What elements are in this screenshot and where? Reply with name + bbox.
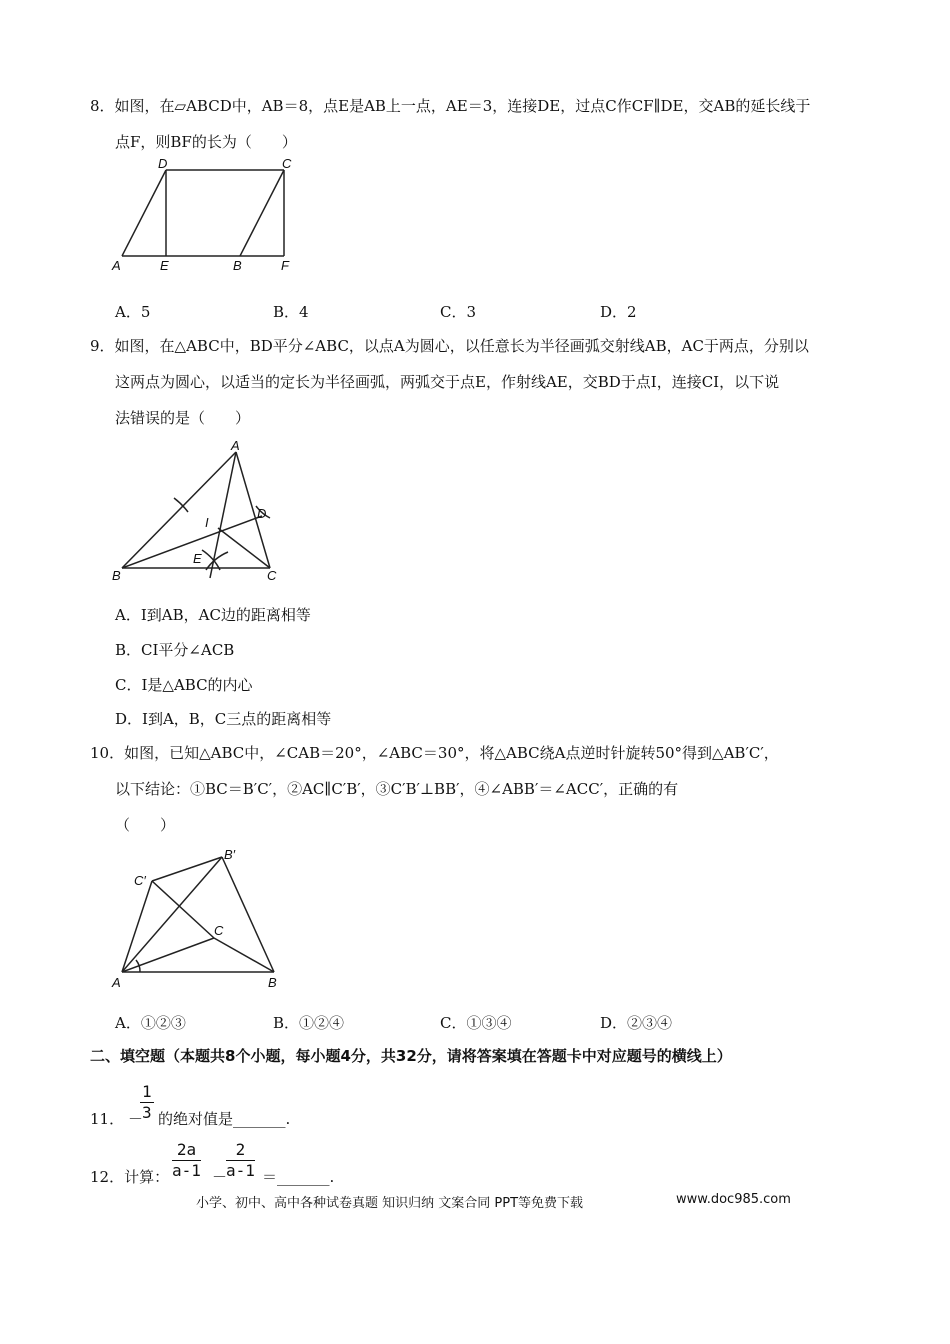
footer-text: 小学、初中、高中各种试卷真题 知识归纳 文案合同 PPT等免费下载 <box>196 1196 584 1211</box>
q12-minus: － <box>212 1168 228 1186</box>
q8-text-line1: 8．如图，在▱ABCD中，AB＝8，点E是AB上一点，AE＝3，连接DE，过点C作CF∥DE，交AB的延长线于 <box>90 97 811 115</box>
q11-denominator: 3 <box>142 1103 152 1122</box>
footer-url[interactable]: www.doc985.com <box>676 1192 791 1207</box>
q9-text-line3: 法错误的是（ ） <box>115 409 251 427</box>
q9-text-line2: 这两点为圆心，以适当的定长为半径画弧，两弧交于点E，作射线AE，交BD于点I，连接CI，以下说 <box>115 373 780 391</box>
q11-numerator: 1 <box>142 1082 152 1101</box>
q9-label-a: A <box>231 438 240 453</box>
q8-parallelogram-figure <box>110 156 310 275</box>
q10-label-b-prime: B′ <box>224 847 236 862</box>
q8-label-b: B <box>233 258 242 273</box>
q9-option-c[interactable]: C．I是△ABC的内心 <box>115 676 253 694</box>
q11-number: 11． <box>90 1110 125 1128</box>
q10-text-line2: 以下结论：①BC＝B′C′，②AC∥C′B′，③C′B′⊥BB′，④∠ABB′＝∠ACC′，正确的有 <box>115 780 679 798</box>
q9-option-d[interactable]: D．I到A，B，C三点的距离相等 <box>115 710 332 728</box>
q8-option-c[interactable]: C．3 <box>440 303 477 321</box>
q12-fraction-1 <box>172 1140 201 1181</box>
q10-option-a[interactable]: A．①②③ <box>115 1014 186 1032</box>
q12-fraction-1-numerator: 2a <box>172 1140 201 1161</box>
section2-title: 二、填空题（本题共8个小题，每小题4分，共32分，请将答案填在答题卡中对应题号的横线上） <box>90 1047 732 1065</box>
q9-text-line1: 9．如图，在△ABC中，BD平分∠ABC，以点A为圆心，以任意长为半径画弧交射线AB，AC于两点，分别以 <box>90 337 809 355</box>
q8-option-a[interactable]: A．5 <box>115 303 151 321</box>
q12-fraction-2-denominator: a-1 <box>226 1161 255 1180</box>
q12-prefix: 12．计算： <box>90 1168 170 1186</box>
q9-triangle-figure <box>110 438 310 588</box>
q10-option-b[interactable]: B．①②④ <box>273 1014 345 1032</box>
q8-text-line2: 点F，则BF的长为（ ） <box>115 133 297 151</box>
q11-minus: － <box>128 1110 144 1128</box>
q8-option-b[interactable]: B．4 <box>273 303 309 321</box>
q9-label-e: E <box>193 551 202 566</box>
q10-option-c[interactable]: C．①③④ <box>440 1014 512 1032</box>
q10-option-d[interactable]: D．②③④ <box>600 1014 673 1032</box>
q8-label-c: C <box>282 156 292 171</box>
q9-label-i: I <box>205 515 209 530</box>
q12-fraction-1-denominator: a-1 <box>172 1161 201 1180</box>
q10-text-line1: 10．如图，已知△ABC中，∠CAB＝20°，∠ABC＝30°，将△ABC绕A点逆时针旋转50°得到△AB′C′， <box>90 744 779 762</box>
q9-option-b[interactable]: B．CI平分∠ACB <box>115 641 235 659</box>
q8-label-d: D <box>158 156 168 171</box>
q10-label-c-prime: C′ <box>134 873 146 888</box>
q10-label-a: A <box>112 975 121 990</box>
q9-option-a[interactable]: A．I到AB，AC边的距离相等 <box>115 606 311 624</box>
q8-label-f: F <box>281 258 289 273</box>
q8-label-e: E <box>160 258 169 273</box>
q10-label-c: C <box>214 923 224 938</box>
q9-label-c: C <box>267 568 277 583</box>
q9-label-d: D <box>257 506 267 521</box>
q10-rotation-figure <box>110 845 300 995</box>
q12-fraction-2 <box>226 1140 255 1181</box>
q11-fraction <box>140 1082 154 1123</box>
q12-fraction-2-numerator: 2 <box>226 1140 255 1161</box>
q10-text-line3: （ ） <box>115 816 176 834</box>
q9-label-b: B <box>112 568 121 583</box>
q11-text: 的绝对值是_______. <box>158 1110 291 1128</box>
q12-suffix: ＝_______. <box>262 1168 335 1186</box>
q8-option-d[interactable]: D．2 <box>600 303 637 321</box>
q8-label-a: A <box>112 258 121 273</box>
q10-label-b: B <box>268 975 277 990</box>
